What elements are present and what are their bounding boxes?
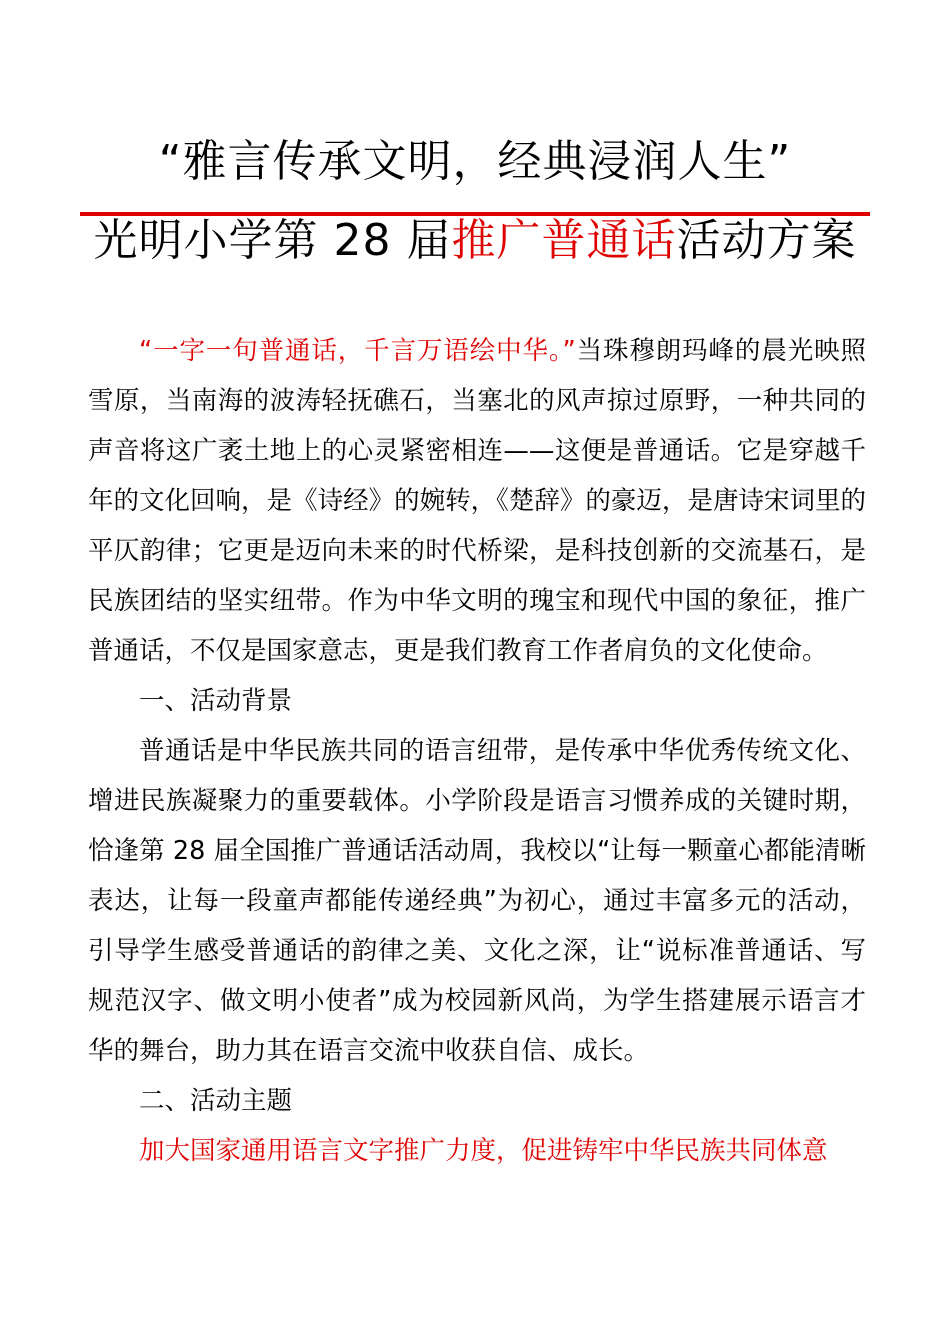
intro-paragraph — [88, 326, 866, 676]
document-title-line1: “雅言传承文明，经典浸润人生” — [158, 136, 792, 187]
section2-paragraph: 加大国家通用语言文字推广力度，促进铸牢中华民族共同体意 — [139, 1136, 828, 1166]
document-title-line2 — [0, 211, 950, 271]
section2-heading: 二、活动主题 — [139, 1086, 293, 1116]
title-line2-suffix: 活动方案 — [676, 215, 857, 266]
intro-quote: “一字一句普通话，千言万语绘中华。” — [139, 336, 576, 366]
title-line2-prefix: 光明小学第 28 届 — [93, 215, 452, 266]
title-line2-highlight: 推广普通话 — [451, 215, 677, 266]
section1-paragraph: 普通话是中华民族共同的语言纽带，是传承中华优秀传统文化、增进民族凝聚力的重要载体。小学阶段是语言习惯养成的关键时期，恰逢第 28 届全国推广普通话活动周，我校以“让每一颗童心都能清晰表达，让每一段童声都能传递经典”为初心，通过丰富多元的活动，引导学生感受普通话的韵律之美、文化之深，让“说标准普通话、写规范汉字、做文明小使者”成为校园新风尚，为学生搭建展示语言才华的舞台，助力其在语言交流中收获自信、成长。 — [88, 736, 866, 1066]
intro-text: 当珠穆朗玛峰的晨光映照雪原，当南海的波涛轻抚礁石，当塞北的风声掠过原野，一种共同的声音将这广袤土地上的心灵紧密相连——这便是普通话。它是穿越千年的文化回响，是《诗经》的婉转，《楚辞》的豪迈，是唐诗宋词里的平仄韵律；它更是迈向未来的时代桥梁，是科技创新的交流基石，是民族团结的坚实纽带。作为中华文明的瑰宝和现代中国的象征，推广普通话，不仅是国家意志，更是我们教育工作者肩负的文化使命。 — [88, 336, 866, 666]
section1-heading: 一、活动背景 — [139, 686, 293, 716]
document-body — [88, 326, 866, 1176]
